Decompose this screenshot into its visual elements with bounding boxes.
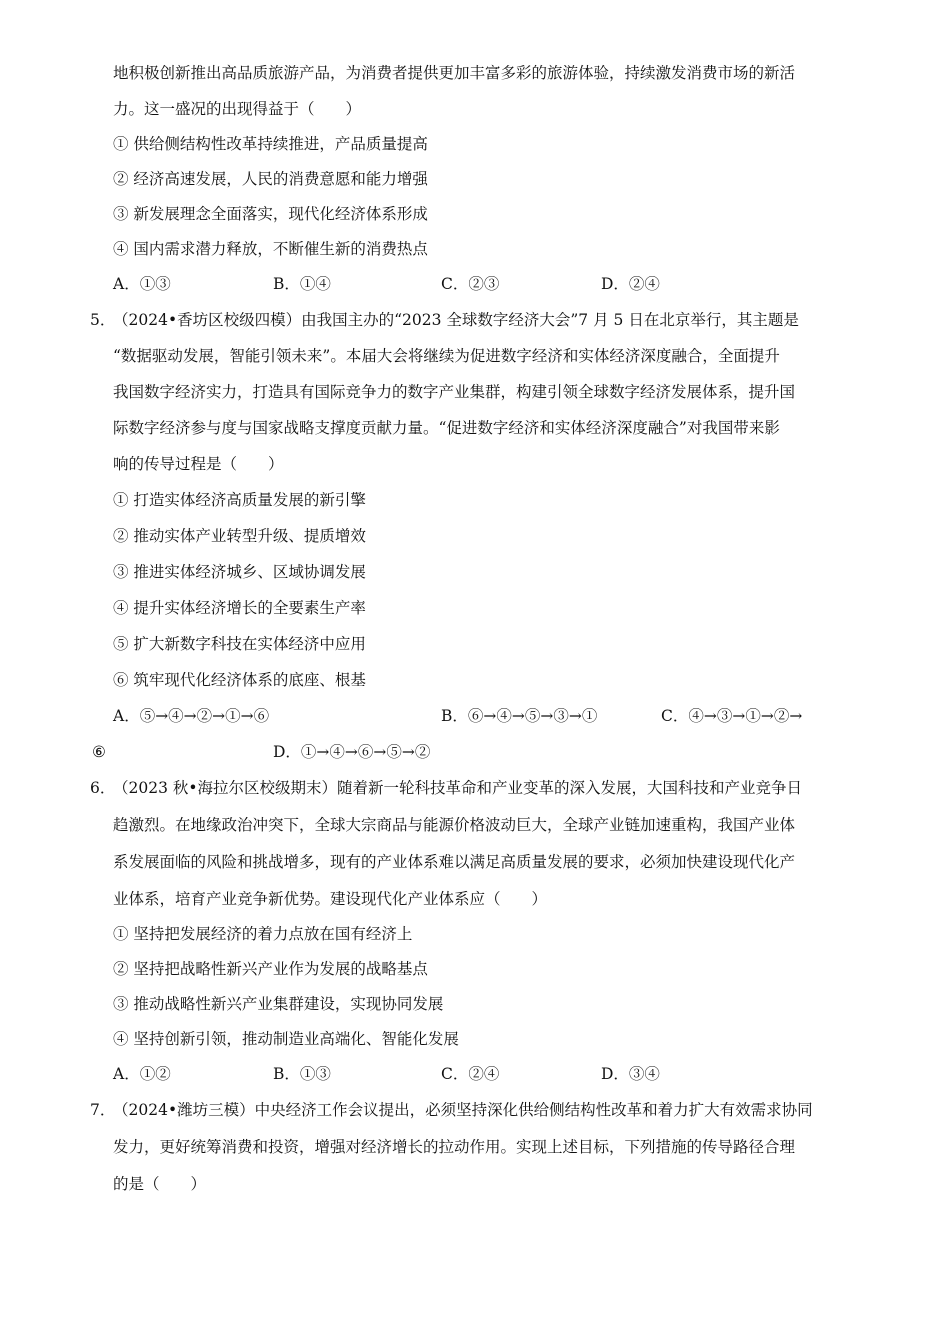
q5-item-6: ⑥ 筑牢现代化经济体系的底座、根基 <box>113 671 366 689</box>
q4-option-c[interactable]: C．②③ <box>441 275 500 293</box>
q6-stem-line-3: 系发展面临的风险和挑战增多，现有的产业体系难以满足高质量发展的要求，必须加快建设现代化产 <box>113 853 796 871</box>
q5-option-a[interactable]: A．⑤→④→②→①→⑥ <box>113 707 270 725</box>
q5-stem-line-1: （2024•香坊区校级四模）由我国主办的“2023 全球数字经济大会”7 月 5 日在北京举行，其主题是 <box>113 311 799 329</box>
q5-option-c-wrap[interactable]: ⑥ <box>92 743 106 761</box>
q4-option-d[interactable]: D．②④ <box>601 275 660 293</box>
q4-stem-line-2: 力。这一盛况的出现得益于（ ） <box>113 100 362 118</box>
q5-number: 5． <box>90 311 116 329</box>
q7-number: 7． <box>90 1101 116 1119</box>
q5-stem-line-5: 响的传导过程是（ ） <box>113 455 284 473</box>
q6-item-3: ③ 推动战略性新兴产业集群建设，实现协同发展 <box>113 995 444 1013</box>
q6-option-b[interactable]: B．①③ <box>273 1065 331 1083</box>
q6-item-2: ② 坚持把战略性新兴产业作为发展的战略基点 <box>113 960 428 978</box>
q6-number: 6． <box>90 779 116 797</box>
q7-stem-line-1: （2024•潍坊三模）中央经济工作会议提出，必须坚持深化供给侧结构性改革和着力扩大有效需求协同 <box>113 1101 813 1119</box>
q5-stem-line-4: 际数字经济参与度与国家战略支撑度贡献力量。“促进数字经济和实体经济深度融合”对我国带来影 <box>113 419 780 437</box>
q6-option-a[interactable]: A．①② <box>113 1065 171 1083</box>
q7-stem-line-2: 发力，更好统筹消费和投资，增强对经济增长的拉动作用。实现上述目标，下列措施的传导路径合理 <box>113 1138 796 1156</box>
q5-stem-line-3: 我国数字经济实力，打造具有国际竞争力的数字产业集群，构建引领全球数字经济发展体系，提升国 <box>113 383 796 401</box>
q5-option-b[interactable]: B．⑥→④→⑤→③→① <box>441 707 598 725</box>
q5-item-1: ① 打造实体经济高质量发展的新引擎 <box>113 491 366 509</box>
q5-item-3: ③ 推进实体经济城乡、区域协调发展 <box>113 563 366 581</box>
q4-item-4: ④ 国内需求潜力释放，不断催生新的消费热点 <box>113 240 428 258</box>
q4-stem-line-1: 地积极创新推出高品质旅游产品，为消费者提供更加丰富多彩的旅游体验，持续激发消费市场的新活 <box>113 64 796 82</box>
q6-stem-line-2: 趋激烈。在地缘政治冲突下，全球大宗商品与能源价格波动巨大，全球产业链加速重构，我国产业体 <box>113 816 796 834</box>
q4-item-2: ② 经济高速发展，人民的消费意愿和能力增强 <box>113 170 428 188</box>
q5-option-c[interactable]: C．④→③→①→②→ <box>661 707 803 725</box>
q6-item-4: ④ 坚持创新引领，推动制造业高端化、智能化发展 <box>113 1030 459 1048</box>
q6-stem-line-4: 业体系，培育产业竞争新优势。建设现代化产业体系应（ ） <box>113 890 548 908</box>
q5-item-4: ④ 提升实体经济增长的全要素生产率 <box>113 599 366 617</box>
q6-option-d[interactable]: D．③④ <box>601 1065 660 1083</box>
q5-option-d[interactable]: D．①→④→⑥→⑤→② <box>273 743 431 761</box>
q4-option-a[interactable]: A．①③ <box>113 275 171 293</box>
q6-item-1: ① 坚持把发展经济的着力点放在国有经济上 <box>113 925 413 943</box>
q5-item-2: ② 推动实体产业转型升级、提质增效 <box>113 527 366 545</box>
q4-item-3: ③ 新发展理念全面落实，现代化经济体系形成 <box>113 205 428 223</box>
q5-item-5: ⑤ 扩大新数字科技在实体经济中应用 <box>113 635 366 653</box>
q4-item-1: ① 供给侧结构性改革持续推进，产品质量提高 <box>113 135 428 153</box>
q5-stem-line-2: “数据驱动发展，智能引领未来”。本届大会将继续为促进数字经济和实体经济深度融合，全面提升 <box>113 347 780 365</box>
q6-stem-line-1: （2023 秋•海拉尔区校级期末）随着新一轮科技革命和产业变革的深入发展，大国科技和产业竞争日 <box>113 779 803 797</box>
q6-option-c[interactable]: C．②④ <box>441 1065 500 1083</box>
q7-stem-line-3: 的是（ ） <box>113 1175 207 1193</box>
q4-option-b[interactable]: B．①④ <box>273 275 331 293</box>
